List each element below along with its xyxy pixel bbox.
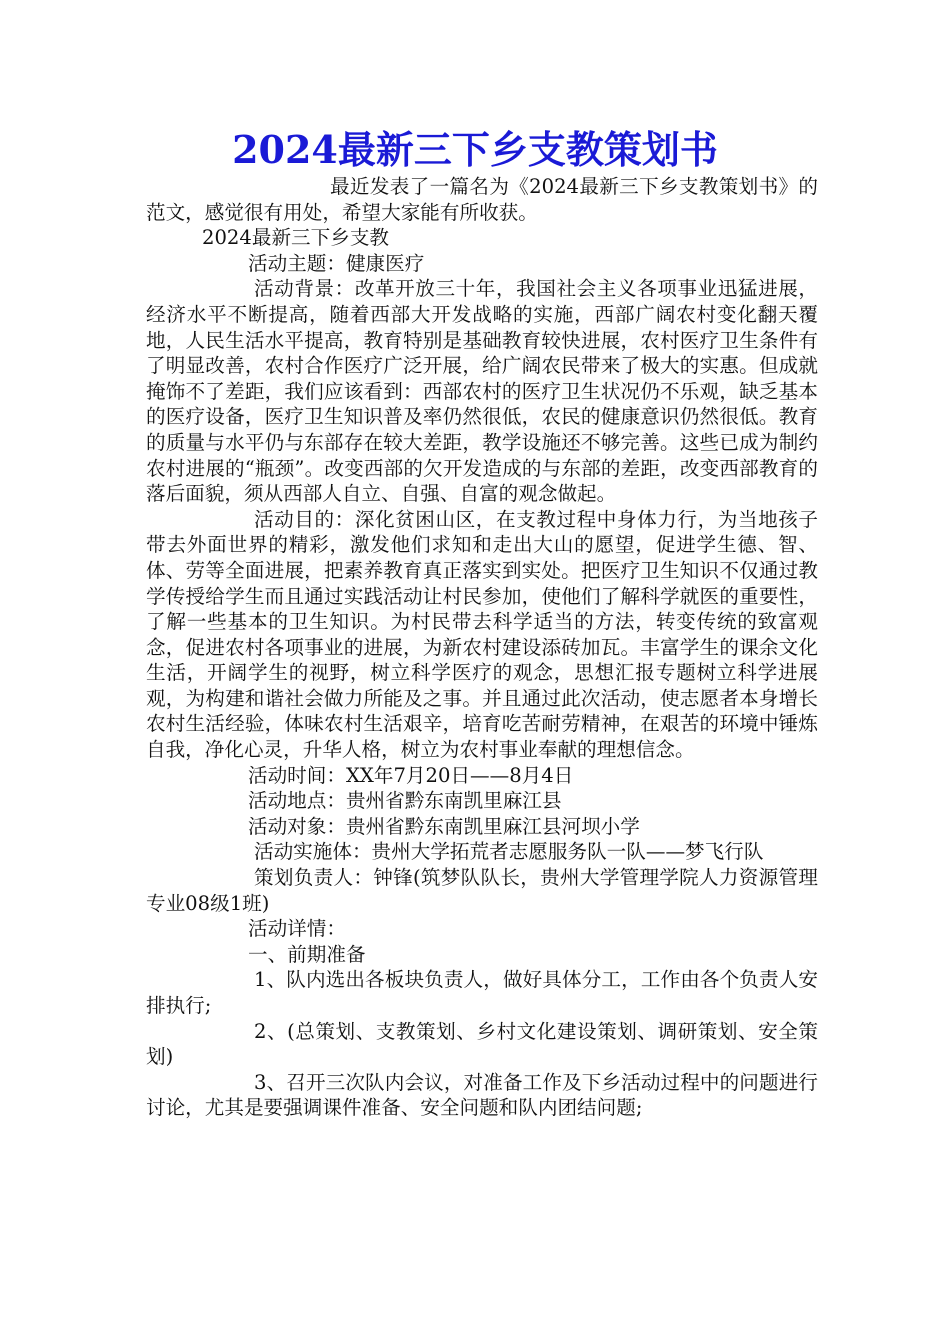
intro-paragraph: 最近发表了一篇名为《2024最新三下乡支教策划书》的范文，感觉很有用处，希望大家能有所收获。 bbox=[146, 175, 818, 224]
place-line: 活动地点：贵州省黔东南凯里麻江县 bbox=[248, 789, 562, 813]
target-line: 活动对象：贵州省黔东南凯里麻江县河坝小学 bbox=[248, 814, 640, 838]
purpose-paragraph: 活动目的：深化贫困山区，在支教过程中身体力行，为当地孩子带去外面世界的精彩，激发他们求知和走出大山的愿望，促进学生德、智、体、劳等全面进展，把素养教育真正落实到实处。把医疗卫生知识不仅通过教学传授给学生而且通过实践活动让村民参加，使他们了解科学就医的重要性，了解一些基本的卫生知识。为村民带去科学适当的方法，转变传统的致富观念，促进农村各项事业的进展，为新农村建设添砖加瓦。丰富学生的课余文化生活，开阔学生的视野，树立科学医疗的观念，思想汇报专题树立科学进展观，为构建和谐社会做力所能及之事。并且通过此次活动，使志愿者本身增长农村生活经验，体味农村生活艰辛，培育吃苦耐劳精神，在艰苦的环境中锤炼自我，净化心灵，升华人格，树立为农村事业奉献的理想信念。 bbox=[146, 507, 818, 762]
leader-paragraph: 策划负责人：钟锋(筑梦队队长，贵州大学管理学院人力资源管理专业08级1班) bbox=[146, 866, 818, 915]
background-paragraph: 活动背景：改革开放三十年，我国社会主义各项事业迅猛进展，经济水平不断提高，随着西部大开发战略的实施，西部广阔农村变化翻天覆地，人民生活水平提高，教育特别是基础教育较快进展，农村医疗卫生条件有了明显改善，农村合作医疗广泛开展，给广阔农民带来了极大的实惠。但成就掩饰不了差距，我们应该看到：西部农村的医疗卫生状况仍不乐观，缺乏基本的医疗设备，医疗卫生知识普及率仍然很低，农民的健康意识仍然很低。教育的质量与水平仍与东部存在较大差距，教学设施还不够完善。这些已成为制约农村进展的“瓶颈”。改变西部的欠开发造成的与东部的差距，改变西部教育的落后面貌，须从西部人自立、自强、自富的观念做起。 bbox=[146, 277, 818, 506]
step-3-paragraph: 3、召开三次队内会议，对准备工作及下乡活动过程中的问题进行讨论，尤其是要强调课件准备、安全问题和队内团结问题; bbox=[146, 1070, 818, 1120]
subtitle-line: 2024最新三下乡支教 bbox=[202, 226, 390, 250]
prep-heading: 一、前期准备 bbox=[248, 942, 366, 966]
details-line: 活动详情： bbox=[248, 917, 346, 941]
time-line: 活动时间：XX年7月20日——8月4日 bbox=[248, 763, 574, 787]
implementer-paragraph: 活动实施体：贵州大学拓荒者志愿服务队一队——梦飞行队 bbox=[254, 840, 764, 864]
theme-line: 活动主题：健康医疗 bbox=[248, 251, 425, 275]
document-title: 2024最新三下乡支教策划书 bbox=[232, 127, 718, 172]
document-body bbox=[146, 174, 818, 1121]
step-1-paragraph: 1、队内选出各板块负责人，做好具体分工，工作由各个负责人安排执行; bbox=[146, 968, 818, 1017]
step-2-paragraph: 2、(总策划、支教策划、乡村文化建设策划、调研策划、安全策划) bbox=[146, 1019, 818, 1069]
